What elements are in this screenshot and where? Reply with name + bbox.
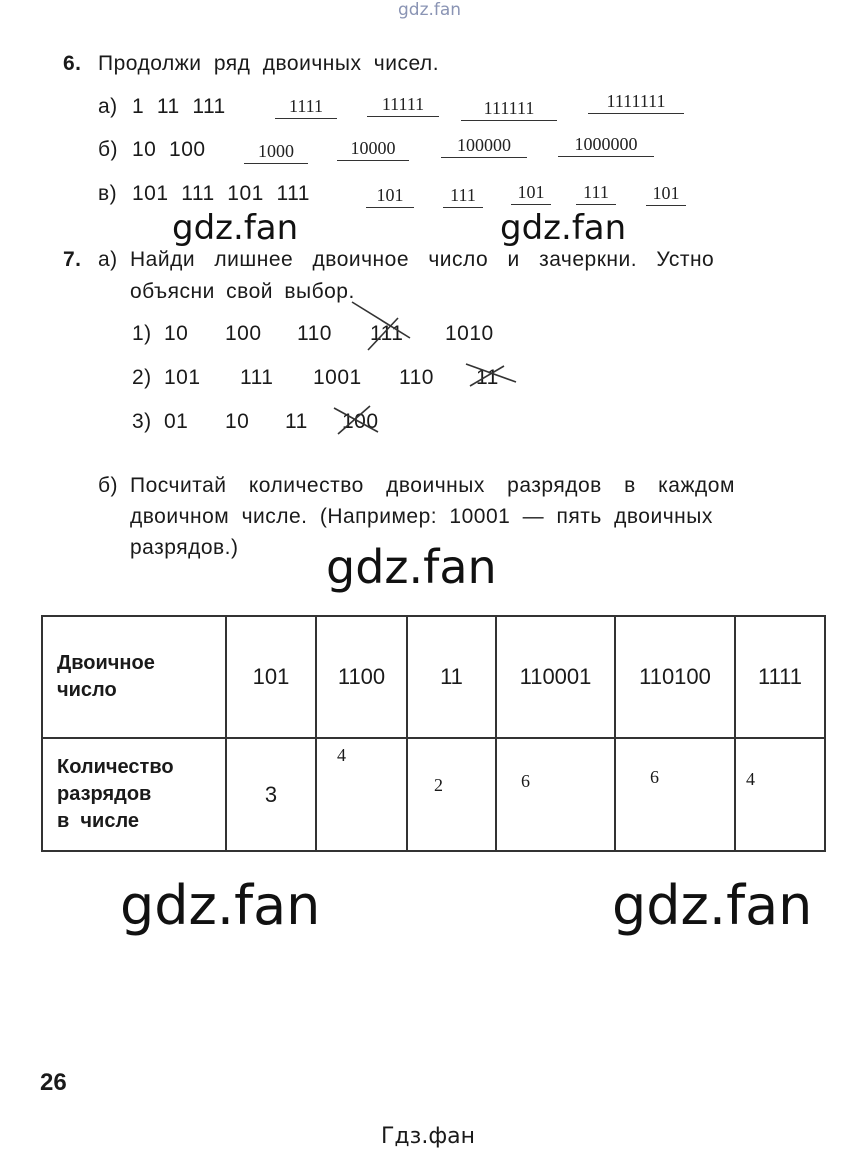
answer-line: 1000 xyxy=(244,139,308,164)
cross-out-mark xyxy=(464,360,524,390)
answer-line: 10000 xyxy=(337,136,409,161)
binary-number-crossed: 111 xyxy=(370,322,404,345)
answer-line: 11111 xyxy=(367,92,439,117)
row-header: Двоичное число xyxy=(42,616,226,738)
table-cell: 6 xyxy=(496,738,615,851)
binary-number-crossed: 11 xyxy=(476,366,499,389)
table-cell: 3 xyxy=(226,738,316,851)
table-cell: 1111 xyxy=(735,616,825,738)
row-label: 1) xyxy=(132,322,152,345)
part-label: а) xyxy=(98,248,118,271)
table-cell: 6 xyxy=(615,738,735,851)
binary-number: 110 xyxy=(399,366,434,389)
binary-number: 101 xyxy=(164,366,201,389)
binary-number: 11 xyxy=(285,410,308,433)
watermark: gdz.fan xyxy=(500,208,627,248)
cross-out-mark xyxy=(330,402,385,438)
page-number: 26 xyxy=(40,1069,67,1096)
binary-digits-table xyxy=(41,615,826,852)
table-cell: 110100 xyxy=(615,616,735,738)
cross-out-mark xyxy=(350,298,420,358)
given-numbers: 1 11 111 xyxy=(132,95,226,118)
binary-number: 111 xyxy=(240,366,274,389)
answer-line: 1111111 xyxy=(588,89,684,114)
answer-line: 100000 xyxy=(441,133,527,158)
task-title: Продолжи ряд двоичных чисел. xyxy=(98,52,440,75)
table-row xyxy=(42,738,825,851)
binary-number: 01 xyxy=(164,410,189,433)
footer-text: Гдз.фан xyxy=(381,1124,475,1149)
table-cell: 101 xyxy=(226,616,316,738)
top-watermark: gdz.fan xyxy=(398,0,462,20)
watermark: gdz.fan xyxy=(120,874,321,937)
answer-line: 1000000 xyxy=(558,132,654,157)
instruction-text: объясни свой выбор. xyxy=(130,280,355,303)
row-label: 2) xyxy=(132,366,152,389)
answer-line: 111 xyxy=(443,183,483,208)
instruction-text: разрядов.) xyxy=(130,536,239,559)
answer-line: 111 xyxy=(576,180,616,205)
table-cell: 4 xyxy=(735,738,825,851)
row-label: в) xyxy=(98,182,118,205)
binary-number-crossed: 100 xyxy=(342,410,379,433)
watermark: gdz.fan xyxy=(172,208,299,248)
task-number: 6. xyxy=(63,52,82,75)
binary-number: 10 xyxy=(225,410,250,433)
row-label: 3) xyxy=(132,410,152,433)
given-numbers: 10 100 xyxy=(132,138,206,161)
row-header: Количество разрядов в числе xyxy=(42,738,226,851)
binary-number: 1001 xyxy=(313,366,362,389)
instruction-text: Найди лишнее двоичное число и зачеркни. Устно xyxy=(130,248,715,271)
answer-line: 1111 xyxy=(275,94,337,119)
table-row xyxy=(42,616,825,738)
answer-line: 111111 xyxy=(461,96,557,121)
instruction-text: Посчитай количество двоичных разрядов в каждом xyxy=(130,474,735,497)
answer-line: 101 xyxy=(646,181,686,206)
binary-number: 110 xyxy=(297,322,332,345)
table-cell: 4 xyxy=(316,738,407,851)
answer-line: 101 xyxy=(366,183,414,208)
binary-number: 1010 xyxy=(445,322,494,345)
given-numbers: 101 111 101 111 xyxy=(132,182,310,205)
binary-number: 100 xyxy=(225,322,262,345)
watermark: gdz.fan xyxy=(612,874,813,937)
task-number: 7. xyxy=(63,248,82,271)
row-label: а) xyxy=(98,95,118,118)
answer-line: 101 xyxy=(511,180,551,205)
table-cell: 110001 xyxy=(496,616,615,738)
table-cell: 2 xyxy=(407,738,496,851)
part-label: б) xyxy=(98,474,119,497)
binary-number: 10 xyxy=(164,322,189,345)
watermark: gdz.fan xyxy=(326,540,497,594)
table-cell: 1100 xyxy=(316,616,407,738)
row-label: б) xyxy=(98,138,119,161)
instruction-text: двоичном числе. (Например: 10001 — пять двоичных xyxy=(130,505,713,528)
table-cell: 11 xyxy=(407,616,496,738)
